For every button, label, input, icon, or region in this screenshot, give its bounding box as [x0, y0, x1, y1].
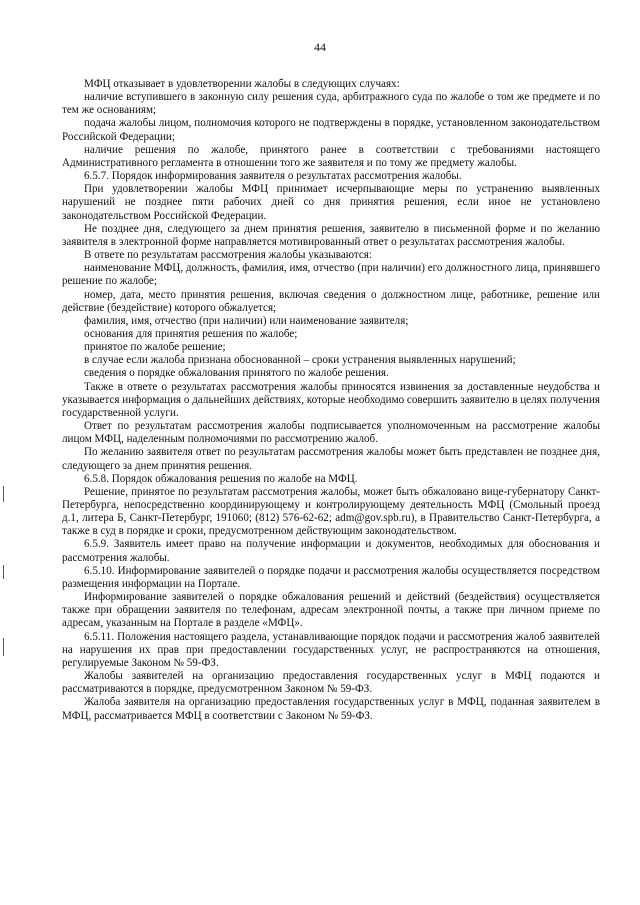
section-heading: 6.5.8. Порядок обжалования решения по жалобе на МФЦ. [84, 472, 358, 485]
paragraph: При удовлетворении жалобы МФЦ принимает исчерпывающие меры по устранению выявленных нарушений не позднее пяти рабочих дней со дня принятия решения, если иное не установлено законодательством Российской Федерации. [62, 183, 600, 222]
paragraph: Жалоба заявителя на организацию предоставления государственных услуг в МФЦ, поданная заявителем в МФЦ, рассматривается МФЦ в соответствии с Законом № 59-ФЗ. [62, 696, 600, 722]
paragraph: Не позднее дня, следующего за днем принятия решения, заявителю в письменной форме и по желанию заявителя в электронной форме направляется мотивированный ответ о результатах рассмотрения жалобы. [62, 222, 600, 248]
paragraph: В ответе по результатам рассмотрения жалобы указываются: [84, 249, 372, 262]
section-heading: 6.5.11. Положения настоящего раздела, устанавливающие порядок подачи и рассмотрения жалоб заявителей на нарушения их прав при предоставлении государственных услуг, не распространяются на отношения, регулируемые Законом № 59-ФЗ. [62, 630, 600, 669]
paragraph: подача жалобы лицом, полномочия которого не подтверждены в порядке, установленном законодательством Российской Федерации; [62, 117, 600, 143]
paragraph: сведения о порядке обжалования принятого по жалобе решения. [84, 367, 389, 380]
paragraph: По желанию заявителя ответ по результатам рассмотрения жалобы может быть представлен не позднее дня, следующего за днем принятия решения. [62, 446, 600, 472]
scan-edge-mark [3, 565, 4, 579]
paragraph: Также в ответе о результатах рассмотрения жалобы приносятся извинения за доставленные неудобства и указывается информация о дальнейших действиях, которые необходимо совершить заявителю в целях получения государственной услуги. [62, 380, 600, 419]
paragraph: наименование МФЦ, должность, фамилия, имя, отчество (при наличии) его должностного лица, принявшего решение по жалобе; [62, 262, 600, 288]
paragraph: наличие решения по жалобе, принятого ранее в соответствии с требованиями настоящего Административного регламента в отношении того же заявителя и по тому же предмету жалобы. [62, 143, 600, 169]
scan-edge-mark [3, 638, 4, 656]
paragraph: Ответ по результатам рассмотрения жалобы подписывается уполномоченным на рассмотрение жалобы лицом МФЦ, наделенным полномочиями по рассмотрению жалоб. [62, 420, 600, 446]
section-heading: 6.5.7. Порядок информирования заявителя о результатах рассмотрения жалобы. [84, 170, 462, 183]
paragraph: принятое по жалобе решение; [84, 341, 226, 354]
document-body [62, 78, 600, 723]
paragraph: Жалобы заявителей на организацию предоставления государственных услуг в МФЦ подаются и рассматриваются в порядке, предусмотренном Законом № 59-ФЗ. [62, 670, 600, 696]
paragraph: наличие вступившего в законную силу решения суда, арбитражного суда по жалобе о том же предмете и по тем же основаниям; [62, 91, 600, 117]
section-heading: 6.5.9. Заявитель имеет право на получение информации и документов, необходимых для обоснования и рассмотрения жалобы. [62, 538, 600, 564]
paragraph: Информирование заявителей о порядке обжалования решений и действий (бездействия) осуществляется также при обращении заявителя по телефонам, адресам электронной почты, а также при личном приеме по адресам, указанным на Портале в разделе «МФЦ». [62, 591, 600, 630]
paragraph: номер, дата, место принятия решения, включая сведения о должностном лице, работнике, решение или действие (бездействие) которого обжалуется; [62, 288, 600, 314]
paragraph: фамилия, имя, отчество (при наличии) или наименование заявителя; [84, 314, 409, 327]
scan-edge-mark [3, 486, 4, 502]
page-number: 44 [314, 40, 326, 54]
paragraph: основания для принятия решения по жалобе; [84, 327, 298, 340]
paragraph: МФЦ отказывает в удовлетворении жалобы в следующих случаях: [84, 78, 400, 90]
paragraph: в случае если жалоба признана обоснованной – сроки устранения выявленных нарушений; [84, 354, 516, 367]
section-heading: 6.5.10. Информирование заявителей о порядке подачи и рассмотрения жалобы осуществляется посредством размещения информации на Портале. [62, 564, 600, 590]
paragraph: Решение, принятое по результатам рассмотрения жалобы, может быть обжаловано вице-губернатору Санкт-Петербурга, непосредственно координирующему и контролирующему деятельность МФЦ (Смольный проезд д.1, литера Б, Санкт-Петербург, 191060; (812) 576-62-62; adm@gov.spb.ru), в Правительство Санкт-Петербурга, а также в суд в порядке и сроки, предусмотренном действующим законодательством. [62, 485, 600, 538]
